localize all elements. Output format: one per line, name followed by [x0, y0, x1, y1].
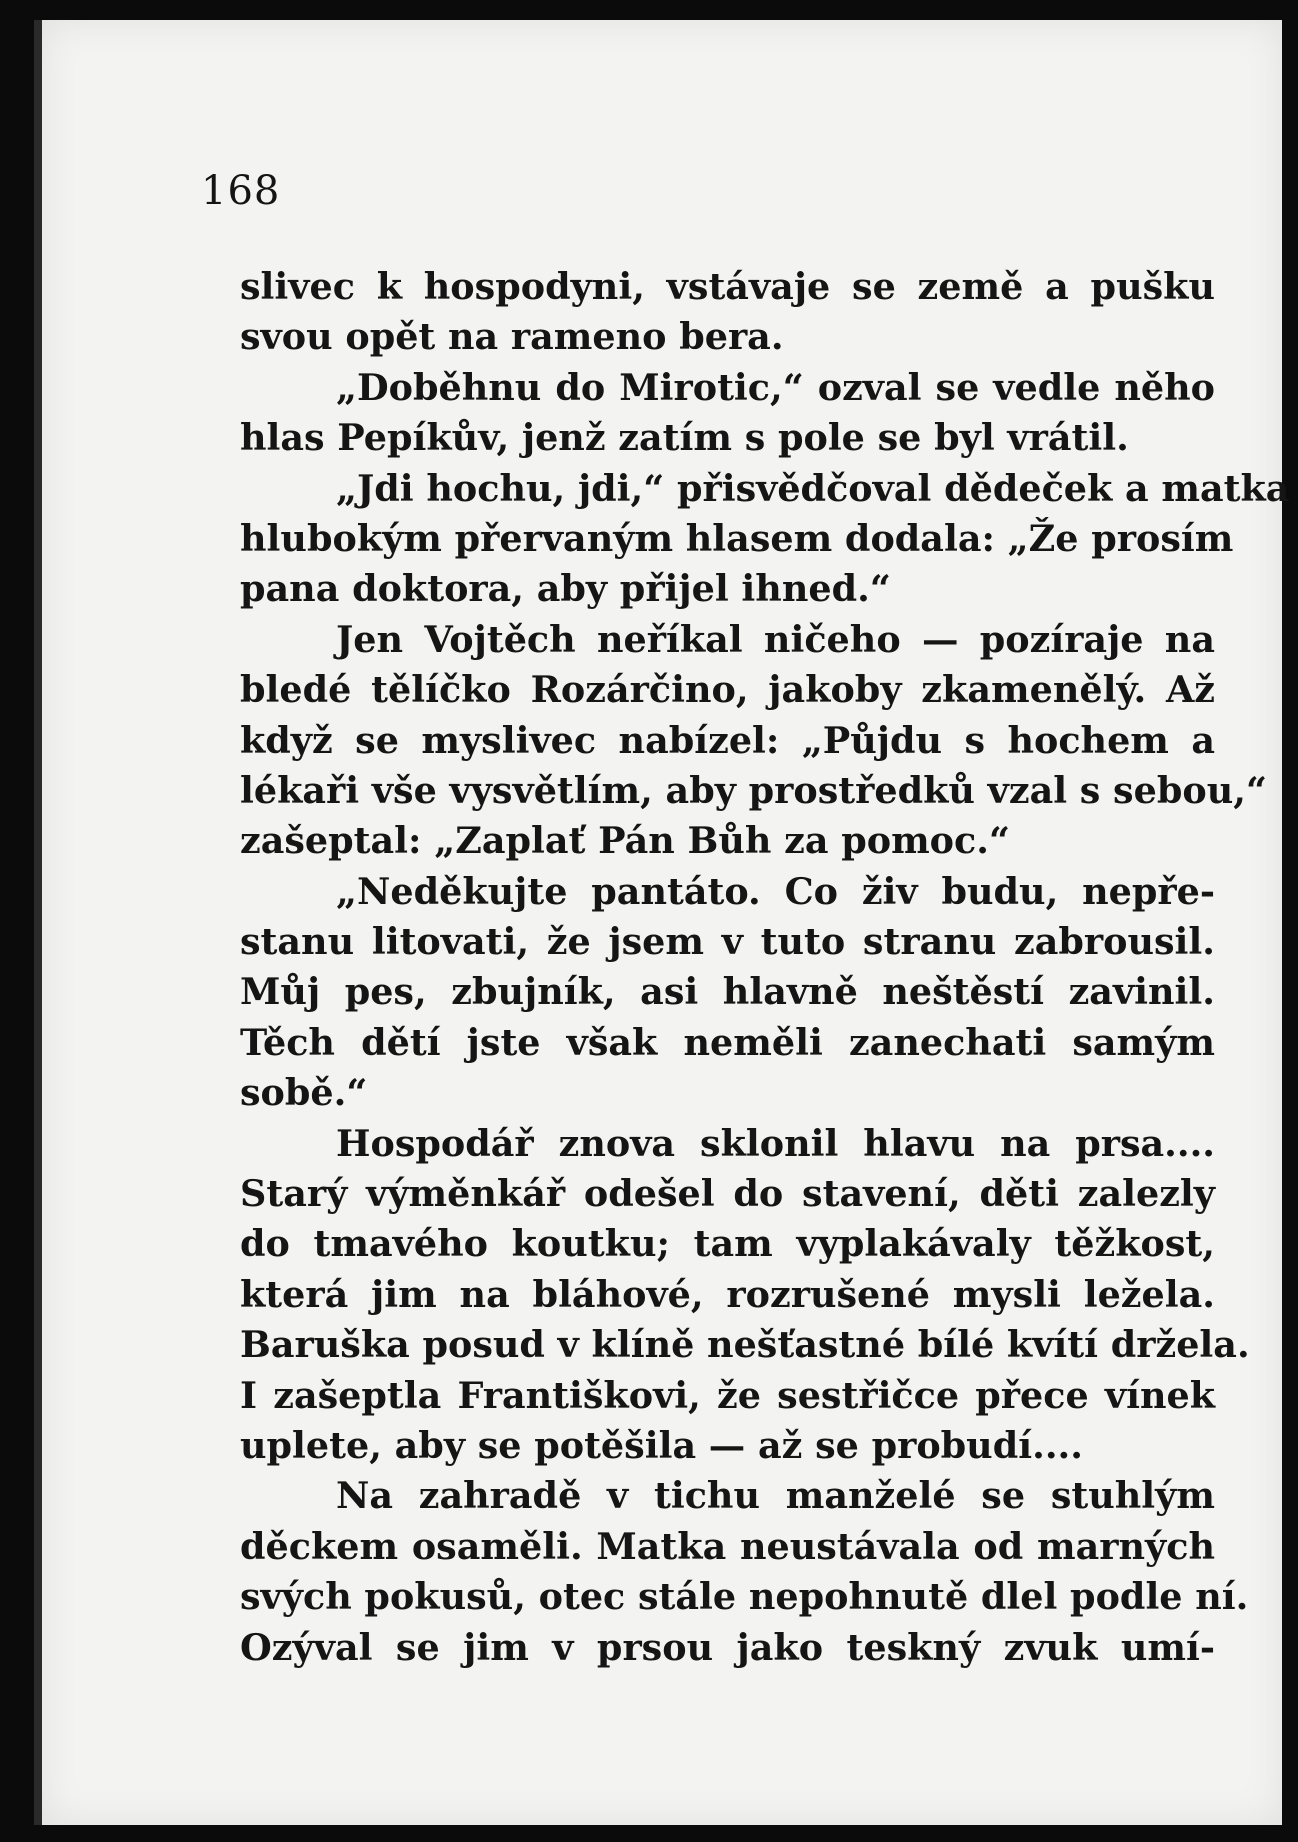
text-line: bledé tělíčko Rozárčino, jakoby zkamenělý. Až [240, 668, 1215, 712]
text-line: stanu litovati, že jsem v tuto stranu zabrousil. [240, 920, 1215, 964]
text-line: Starý výměnkář odešel do stavení, děti zalezly [240, 1172, 1215, 1216]
text-line: Těch dětí jste však neměli zanechati samým [240, 1020, 1215, 1064]
body-text [240, 262, 1290, 1673]
text-line: Ozýval se jim v prsou jako teskný zvuk umí- [240, 1625, 1215, 1669]
text-line: Můj pes, zbujník, asi hlavně neštěstí zavinil. [240, 970, 1215, 1014]
text-line: do tmavého koutku; tam vyplakávaly těžkost, [240, 1222, 1215, 1266]
text-line: děckem osaměli. Matka neustávala od marných [240, 1524, 1215, 1568]
text-line: I zašeptla Františkovi, že sestřičce přece vínek [240, 1373, 1215, 1417]
text-line: uplete, aby se potěšila — až se probudí.... [240, 1423, 1083, 1467]
text-line: zašeptal: „Zaplať Pán Bůh za pomoc.“ [240, 819, 1010, 863]
text-line: pana doktora, aby přijel ihned.“ [240, 567, 891, 611]
text-line: svých pokusů, otec stále nepohnutě dlel podle ní. [240, 1575, 1249, 1619]
text-line: sobě.“ [240, 1071, 368, 1115]
page-number: 168 [201, 168, 281, 214]
text-line: Na zahradě v tichu manželé se stuhlým [336, 1474, 1215, 1518]
text-line: hlas Pepíkův, jenž zatím s pole se byl vrátil. [240, 416, 1129, 460]
text-line: lékaři vše vysvětlím, aby prostředků vzal s sebou,“ [240, 768, 1267, 812]
text-line: když se myslivec nabízel: „Půjdu s hochem a [240, 718, 1215, 762]
text-line: „Neděkujte pantáto. Co živ budu, nepře- [336, 869, 1215, 913]
text-line: která jim na bláhové, rozrušené mysli ležela. [240, 1272, 1215, 1316]
text-line: Baruška posud v klíně nešťastné bílé kvítí držela. [240, 1323, 1250, 1367]
text-line: Jen Vojtěch neříkal ničeho — pozíraje na [336, 617, 1215, 661]
text-line: svou opět na rameno bera. [240, 315, 784, 359]
text-line: „Jdi hochu, jdi,“ přisvědčoval dědeček a matka [336, 466, 1290, 510]
text-line: hlubokým přervaným hlasem dodala: „Že prosím [240, 516, 1234, 560]
text-line: Hospodář znova sklonil hlavu na prsa.... [336, 1121, 1215, 1165]
text-line: „Doběhnu do Mirotic,“ ozval se vedle něho [336, 365, 1215, 409]
text-line: slivec k hospodyni, vstávaje se země a pušku [240, 265, 1215, 308]
